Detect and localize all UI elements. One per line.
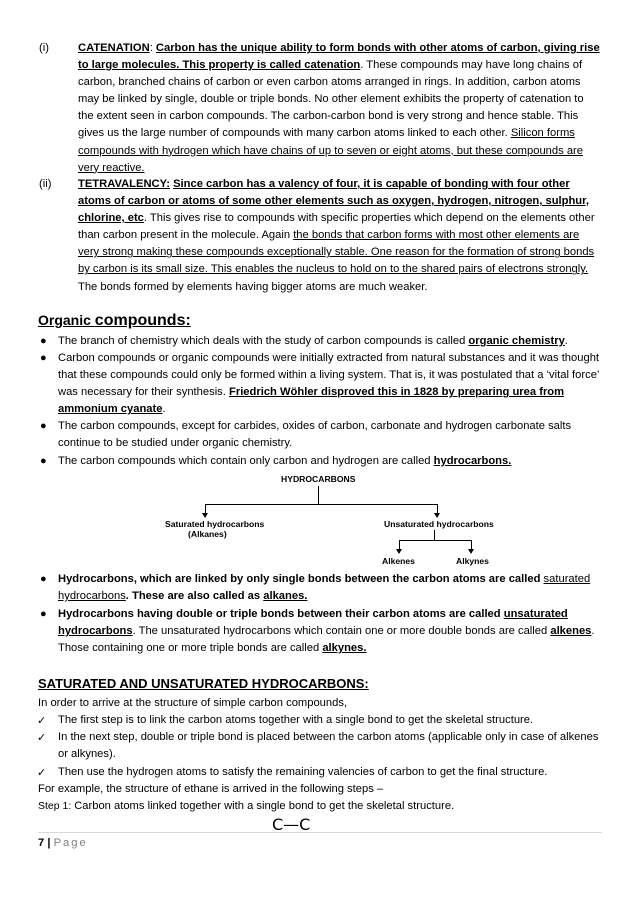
alkanes-term: alkanes. [263, 590, 308, 603]
tetravalency-end: The bonds formed by elements having bigger atoms are much weaker. [78, 280, 428, 293]
diagram-root-label: HYDROCARBONS [281, 474, 356, 484]
page-footer: 7 | Page [38, 837, 88, 849]
saturated-unsaturated-heading: SATURATED AND UNSATURATED HYDROCARBONS: [38, 676, 369, 691]
hydrocarbons-diagram [160, 470, 500, 570]
checklist-item: ✓ In the next step, double or triple bond is placed between the carbon atoms (applicable only in case of alkenes or alkynes). [37, 731, 599, 761]
saturated-hydrocarbons-term: saturated hydrocarbons [58, 573, 591, 603]
silicon-note: Silicon forms compounds with hydrogen which have chains of up to seven or eight atoms, but these compounds are very reactive. [78, 127, 583, 174]
tetravalency-title: TETRAVALENCY: [78, 178, 170, 190]
intro-text: In order to arrive at the structure of simple carbon compounds, [38, 697, 348, 709]
tetravalency-text: . This gives rise to compounds with specific properties which depend on the elements other than carbon present in the molecule. Again [78, 212, 595, 242]
alkynes-label: Alkynes [456, 556, 489, 566]
list-item: ● Hydrocarbons, which are linked by only single bonds between the carbon atoms are called saturated hydrocarbons. These are also called as alkanes. [40, 573, 591, 603]
alkenes-term: alkenes [550, 625, 592, 638]
saturated-label: Saturated hydrocarbons [165, 519, 265, 529]
page-number: 7 [38, 837, 45, 849]
list-item: ● Hydrocarbons having double or triple bonds between their carbon atoms are called unsaturated hydrocarbons. The unsaturated hydrocarbons which contain one or more double bonds are called alkenes. Those containing one or more triple bonds are called alkynes. [40, 608, 595, 655]
alkynes-term: alkynes. [322, 642, 367, 655]
hydrocarbons-term: hydrocarbons. [433, 455, 512, 467]
catenation-paragraph [78, 40, 602, 177]
checklist-item: ✓ The first step is to link the carbon atoms together with a single bond to get the skeletal structure. [37, 714, 534, 727]
item-number-i: (i) [39, 42, 49, 54]
catenation-title: CATENATION [78, 42, 150, 54]
list-item: ● The branch of chemistry which deals with the study of carbon compounds is called organic chemistry. [40, 335, 568, 347]
catenation-colon: : [149, 42, 153, 54]
list-item: ● The carbon compounds, except for carbides, oxides of carbon, carbonate and hydrogen carbonate salts continue to be studied under organic chemistry. [40, 420, 572, 450]
alkanes-label: (Alkanes) [188, 529, 227, 539]
organic-compounds-heading: Organic compounds: [38, 312, 191, 329]
catenation-text: . These compounds may have long chains of carbon, branched chains of carbon or even carbon atoms arranged in rings. In addition, carbon atoms may be linked by single, double or triple bonds. No other element exhibits the property of catenation to the extent seen in carbon compounds. The carbon-carbon bond is very strong and hence stable. This gives us the large number of compounds with many carbon atoms linked to each other. [78, 59, 584, 140]
wohler-note: Friedrich Wöhler disproved this in 1828 by preparing urea from ammonium cyanate [58, 386, 565, 416]
unsaturated-label: Unsaturated hydrocarbons [384, 519, 494, 529]
step-1-text: Step 1: Carbon atoms linked together with a single bond to get the skeletal structure. [38, 800, 455, 812]
item-number-ii: (ii) [39, 178, 52, 190]
catenation-definition: Carbon has the unique ability to form bonds with other atoms of carbon, giving rise to large molecules. This property is called catenation [78, 42, 600, 72]
alkenes-label: Alkenes [382, 556, 415, 566]
organic-chemistry-term: organic chemistry [468, 335, 565, 347]
checklist-item: ✓ Then use the hydrogen atoms to satisfy the remaining valencies of carbon to get the final structure. [37, 766, 548, 779]
unsaturated-hydrocarbons-term: unsaturated hydrocarbons [58, 608, 568, 638]
page-word: Page [53, 837, 88, 849]
strong-bonds-note: the bonds that carbon forms with most other elements are very strong making these compounds exceptionally stable. One reason for the formation of strong bonds by carbon is its small size. This enables the nucleus to hold on to the shared pairs of electrons strongly. [78, 229, 595, 276]
ethane-skeletal-structure: C—C [272, 815, 311, 834]
example-text: For example, the structure of ethane is arrived in the following steps – [38, 783, 384, 795]
list-item: ● Carbon compounds or organic compounds were initially extracted from natural substances and it was thought that these compounds could only be formed within a living system. That is, it was postulated that a ‘vital force’ was necessary for their synthesis. Friedrich Wöhler disproved this in 1828 by preparing urea from ammonium cyanate. [40, 352, 600, 416]
footer-rule [38, 832, 602, 833]
tetravalency-definition: Since carbon has a valency of four, it is capable of bonding with four other atoms of carbon or atoms of some other elements such as oxygen, hydrogen, nitrogen, sulphur, chlorine, etc [78, 178, 589, 225]
list-item: ● The carbon compounds which contain only carbon and hydrogen are called hydrocarbons. [40, 455, 512, 467]
tetravalency-paragraph [78, 176, 602, 296]
